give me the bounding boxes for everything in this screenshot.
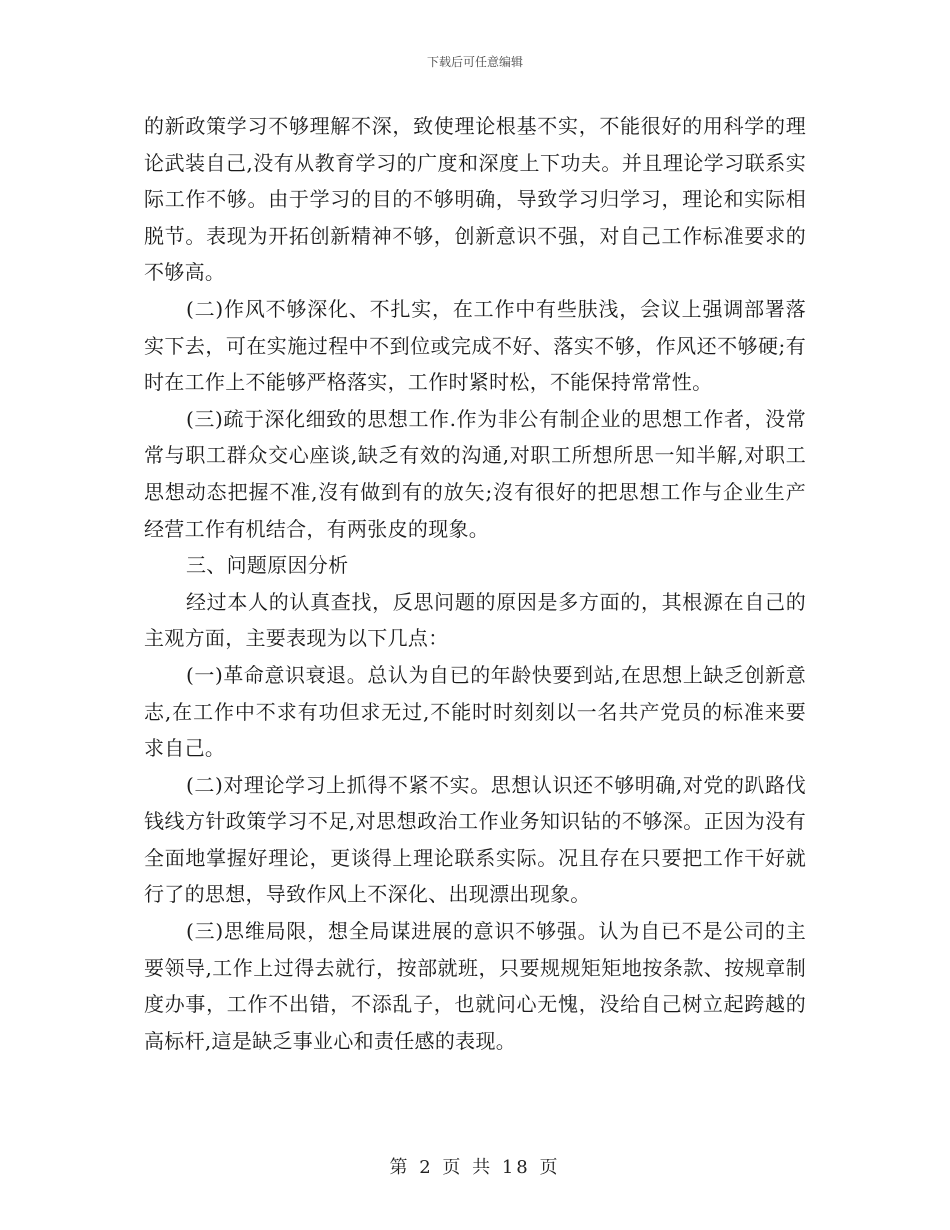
paragraph-cause-3: (三)思维局限，想全局谋进展的意识不够强。认为自已不是公司的主要领导,工作上过得去就行，按部就班，只要规规矩矩地按条款、按规章制度办事，工作不出错，不添乱子，也就问心无愧，没给自己树立起跨越的高标杆,這是缺乏事业心和责任感的表现。 [144,919,806,1053]
paragraph-continuation: 的新政策学习不够理解不深，致使理论根基不实，不能很好的用科学的理论武装自己,没有从教育学习的广度和深度上下功夫。并且理论学习联系实际工作不够。由于学习的目的不够明确，导致学习归学习，理论和实际相脱节。表现为开拓创新精神不够，创新意识不强，对自己工作标准要求的不够高。 [144,114,806,285]
page-number-footer: 第 2 页 共 18 页 [389,1157,561,1178]
paragraph-issue-2: (二)作风不够深化、不扎实，在工作中有些肤浅，会议上强调部署落实下去，可在实施过程中不到位或完成不好、落实不够，作风还不够硬;有时在工作上不能够严格落实，工作时紧时松，不能保持常常性。 [144,296,806,395]
paragraph-issue-3: (三)疏于深化细致的思想工作.作为非公有制企业的思想工作者，没常常与职工群众交心座谈,缺乏有效的沟通,对职工所想所思一知半解,对职工思想动态把握不准,沒有做到有的放矢;沒有很好的把思想工作与企业生产经营工作有机结合，有两张皮的现象。 [144,406,806,541]
paragraph-cause-intro: 经过本人的认真查找，反思问题的原因是多方面的，其根源在自己的主观方面，主要表现为以下几点： [144,589,806,651]
document-body [144,108,806,1059]
paragraph-cause-2: (二)对理论学习上抓得不紧不实。思想认识还不够明确,对党的趴路伐钱线方针政策学习不足,对思想政治工作业务知识钻的不够深。正因为没有全面地掌握好理论，更谈得上理论联系实际。况且存在只要把工作干好就行了的思想，导致作风上不深化、出现漂出现象。 [144,772,806,907]
section-heading-cause-analysis: 三、问题原因分析 [186,553,349,578]
page-header: 下载后可任意编辑 [426,55,523,69]
paragraph-cause-1: (一)革命意识衰退。总认为自已的年龄快要到站,在思想上缺乏创新意志,在工作中不求有功但求无过,不能时时刻刻以一名共产党员的标准来要求自己。 [144,662,806,761]
